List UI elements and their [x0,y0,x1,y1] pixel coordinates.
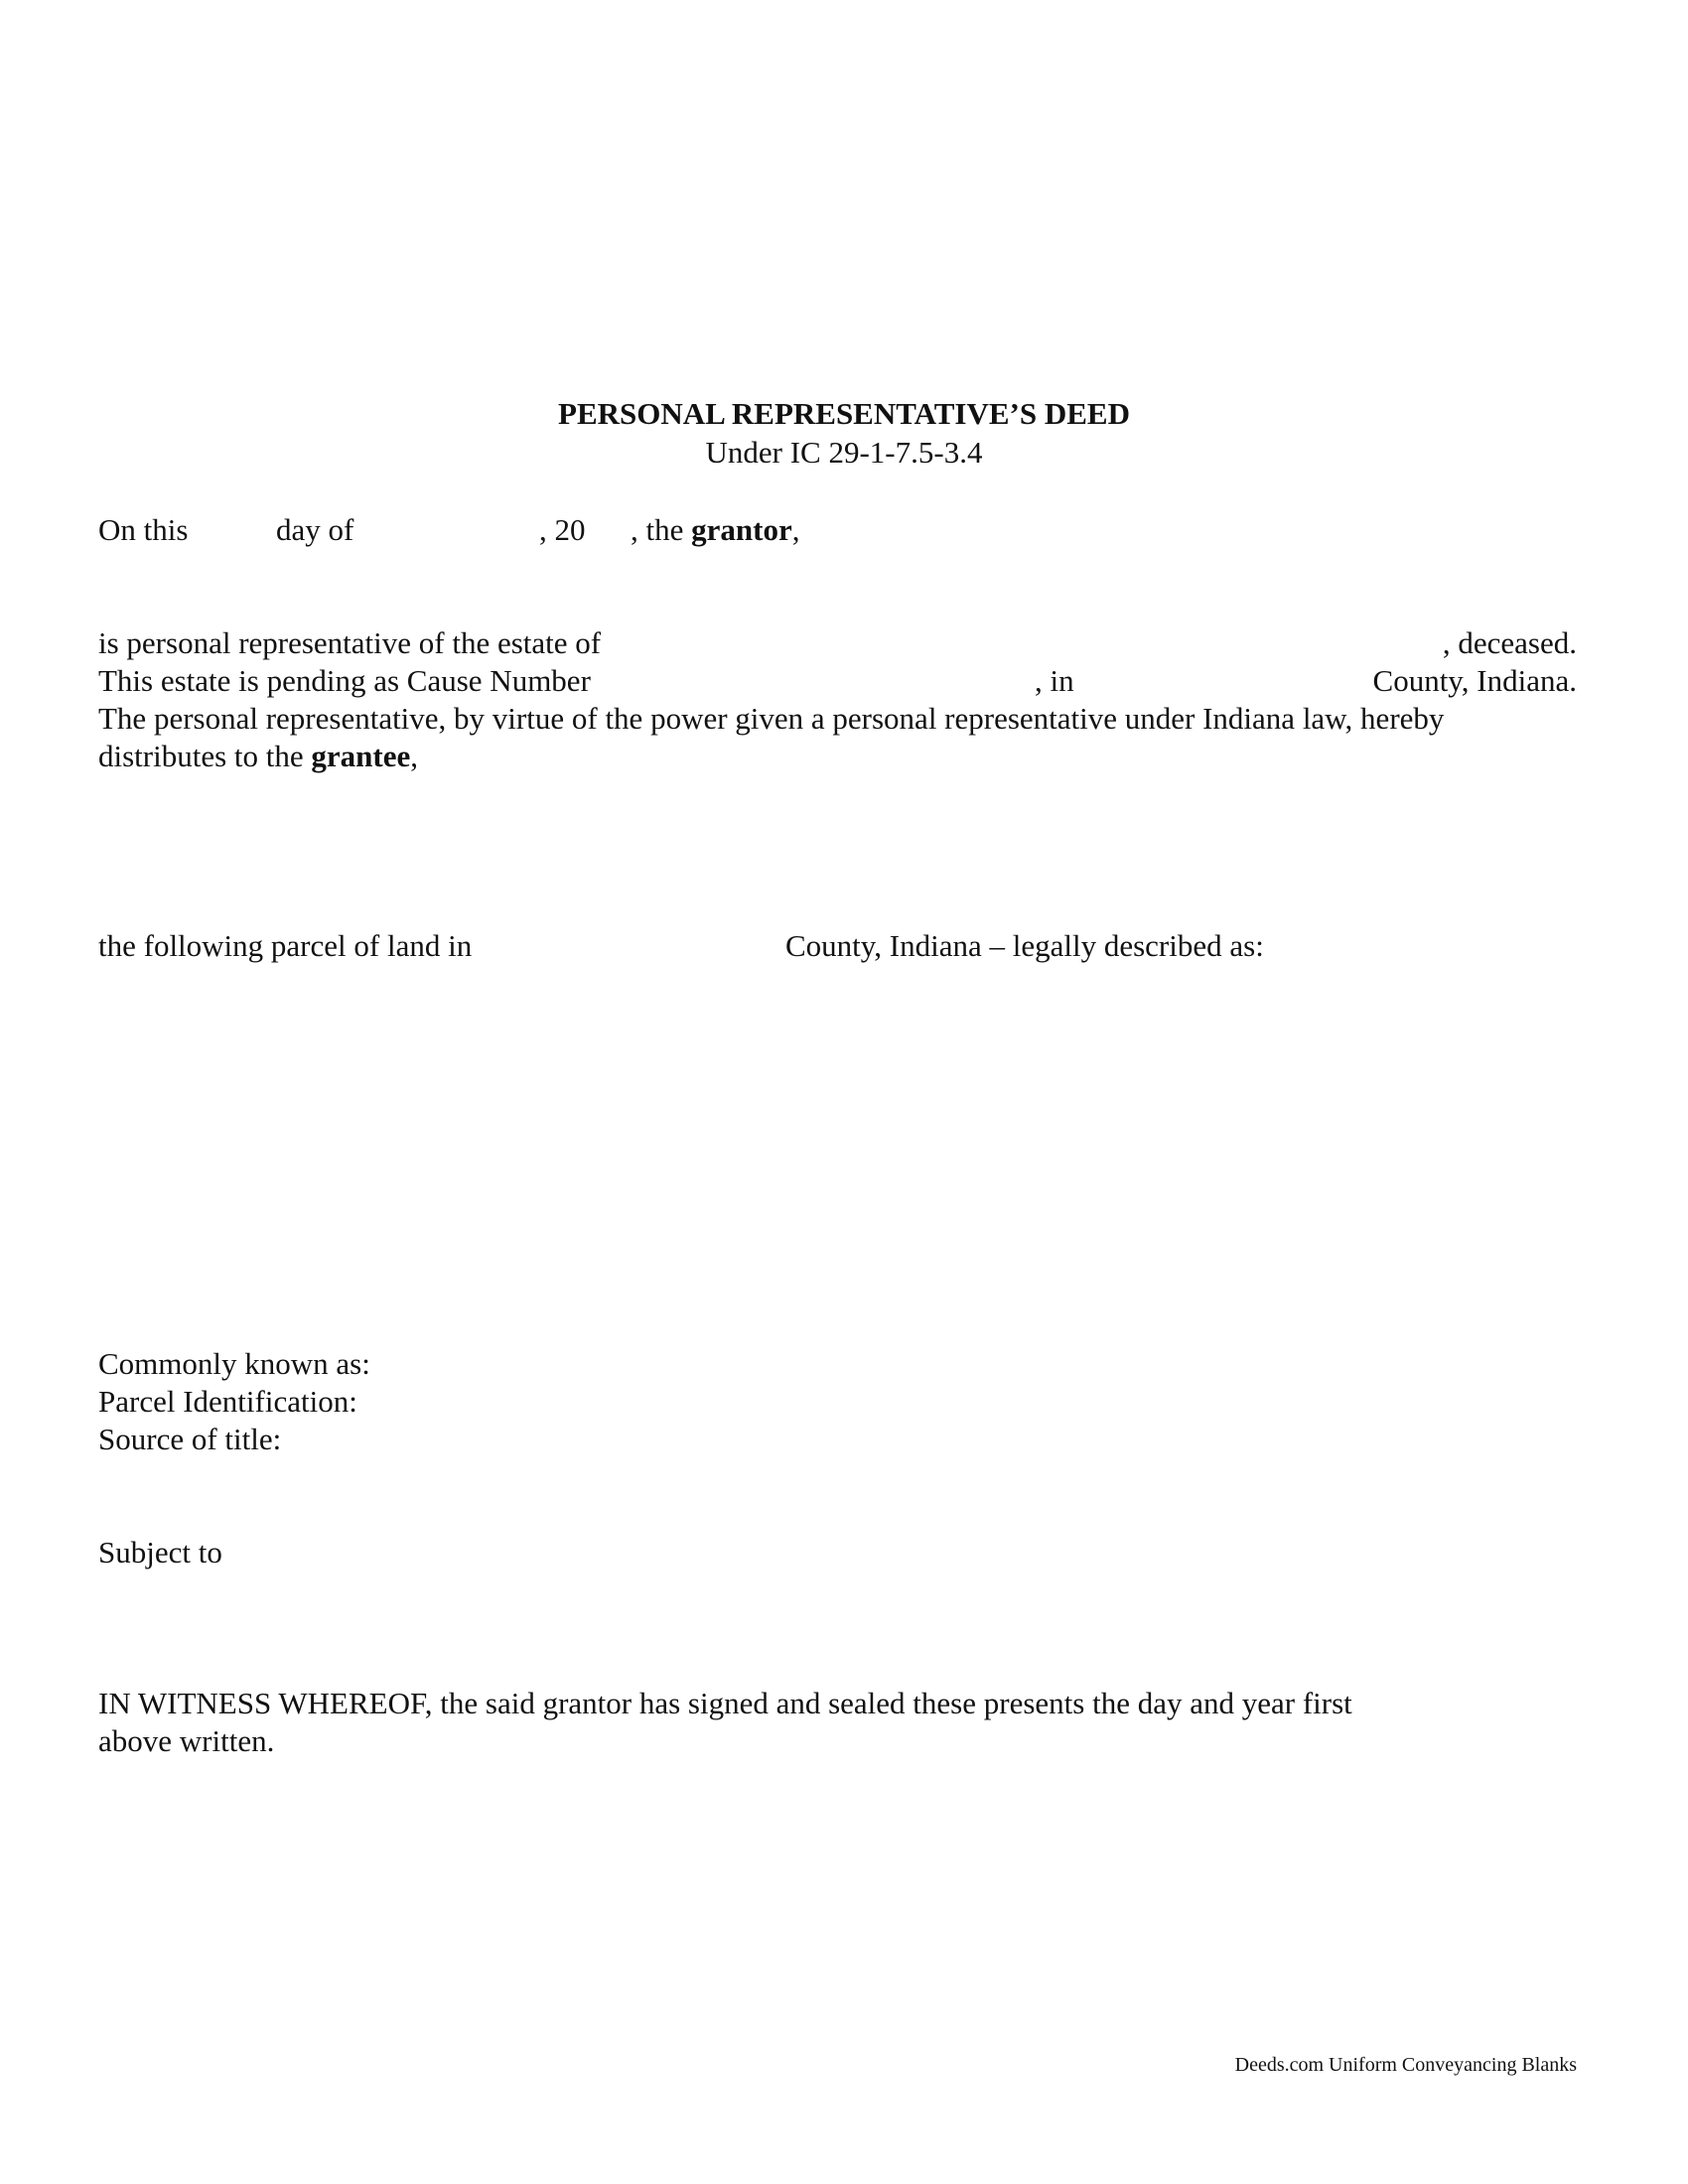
subject-to-label: Subject to [98,1535,222,1570]
witness-line-1: IN WITNESS WHEREOF, the said grantor has signed and sealed these presents the day and year first [98,1686,1352,1720]
the-label: , the [631,512,684,547]
grantor-comma: , [791,512,800,547]
estate-line-1-left: is personal representative of the estate of [98,625,602,660]
distributes-line [98,738,418,775]
year-prefix-label: , 20 [539,512,586,547]
witness-line-2: above written. [98,1723,275,1758]
commonly-known-label: Commonly known as: [98,1346,370,1381]
parcel-location-label: the following parcel of land in [98,928,473,963]
legal-description-label: County, Indiana – legally described as: [785,928,1264,963]
parcel-identification-label: Parcel Identification: [98,1384,357,1419]
day-of-label: day of [276,512,354,547]
grantor-term: grantor [691,512,792,547]
grantee-comma: , [410,739,418,773]
county-indiana-label: County, Indiana. [1372,663,1577,698]
on-this-label: On this [98,512,189,547]
grantor-clause [631,511,799,549]
source-of-title-label: Source of title: [98,1422,282,1456]
distributes-prefix: distributes to the [98,739,304,773]
footer-brand: Deeds.com Uniform Conveyancing Blanks [1234,2054,1577,2076]
estate-line-3: The personal representative, by virtue of the power given a personal representative under Indiana law, hereby [98,701,1445,736]
statute-reference: Under IC 29-1-7.5-3.4 [705,435,983,470]
estate-line-1-right: , deceased. [1442,625,1577,660]
grantee-term: grantee [311,739,411,773]
in-label: , in [1035,663,1074,698]
document-title: PERSONAL REPRESENTATIVE’S DEED [558,396,1130,431]
cause-number-label: This estate is pending as Cause Number [98,663,591,698]
